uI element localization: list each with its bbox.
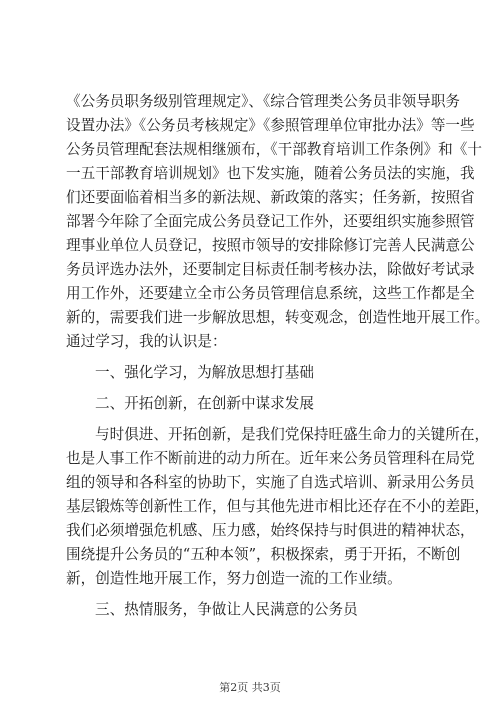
page-footer [0,679,500,695]
paragraph-line: 基层锻炼等创新性工作，但与其他先进市相比还存在不小的差距， [66,498,490,515]
paragraph-line: 设置办法》《公务员考核规定》《参照管理单位审批办法》等一些 [66,117,475,134]
paragraph-line: 部署今年除了全面完成公务员登记工作外，还要组织实施参照管 [66,213,475,230]
paragraph-line: 我们必须增强危机感、压力感，始终保持与时俱进的精神状态， [66,522,475,539]
section-heading-3: 三、热情服务，争做让人民满意的公务员 [95,601,358,618]
paragraph-line: 也是人事工作不断前进的动力所在。近年来公务员管理科在局党 [66,450,475,467]
document-body [66,90,490,622]
paragraph-line: 们还要面临着相当多的新法规、新政策的落实；任务新，按照省 [66,189,475,206]
paragraph-line: 公务员管理配套法规相继颁布，《干部教育培训工作条例》和《十 [66,141,482,158]
page-number: 第2页 共3页 [219,681,281,694]
paragraph-line: 围绕提升公务员的“五种本领”，积极探索，勇于开拓，不断创 [66,546,461,563]
paragraph-line: 务员评选办法外，还要制定目标责任制考核办法，除做好考试录 [66,261,475,278]
paragraph-line: 组的领导和各科室的协助下，实施了自选式培训、新录用公务员 [66,474,475,491]
paragraph-line: 与时俱进、开拓创新，是我们党保持旺盛生命力的关键所在， [95,426,490,443]
paragraph-line: 通过学习，我的认识是： [66,333,227,350]
paragraph-line: 《公务员职务级别管理规定》、《综合管理类公务员非领导职务 [66,93,461,110]
paragraph-line: 用工作外，还要建立全市公务员管理信息系统，这些工作都是全 [66,285,475,302]
paragraph-line: 新，创造性地开展工作，努力创造一流的工作业绩。 [66,570,402,587]
paragraph-line: 理事业单位人员登记，按照市领导的安排除修订完善人民满意公 [66,237,475,254]
paragraph-line: 一五干部教育培训规划》也下发实施，随着公务员法的实施，我 [66,165,475,182]
paragraph-line: 新的，需要我们进一步解放思想，转变观念，创造性地开展工作。 [66,309,490,326]
section-heading-2: 二、开拓创新，在创新中谋求发展 [95,395,314,412]
section-heading-1: 一、强化学习，为解放思想打基础 [95,364,314,381]
